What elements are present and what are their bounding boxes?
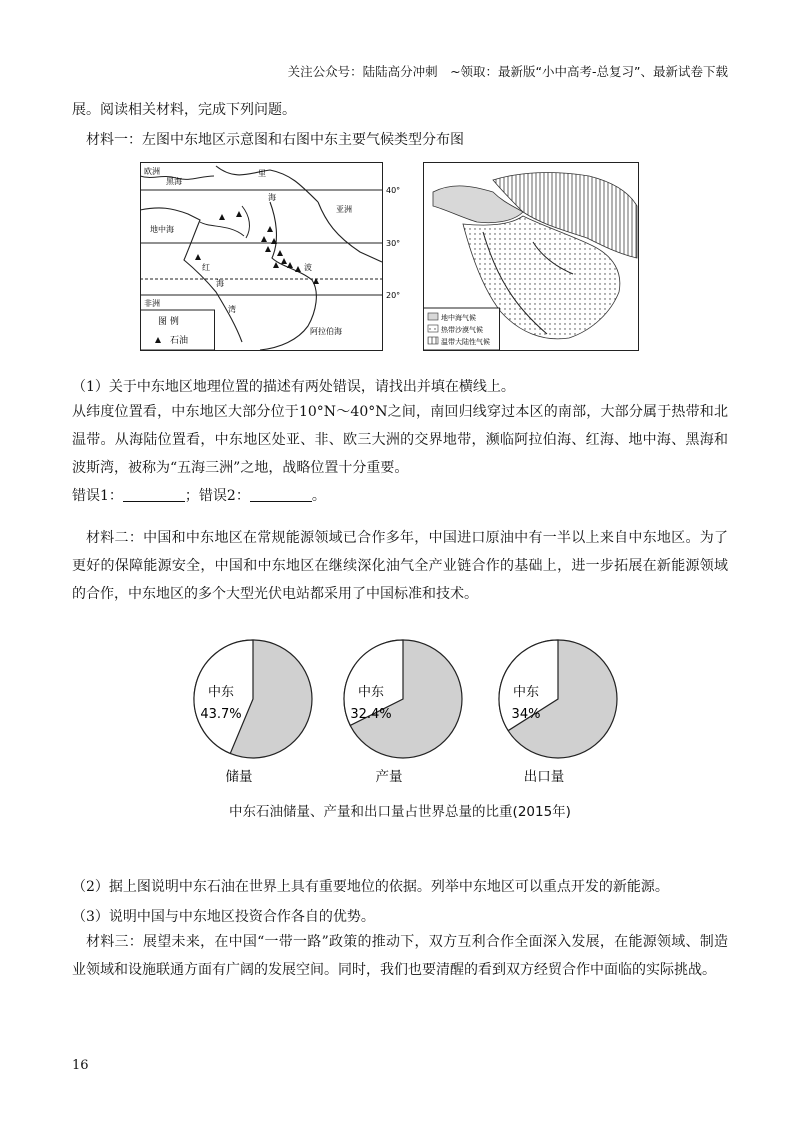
blank-1-label: 错误1： — [72, 488, 123, 504]
pie-category-label: 出口量 — [523, 769, 565, 785]
question-1-text: 从纬度位置看，中东地区大部分位于10°N～40°N之间，南回归线穿过本区的南部，大部分属于热带和北温带。从海陆位置看，中东地区处亚、非、欧三大洲的交界地带，濒临阿拉伯海、红海、地中海、黑海和波斯湾，被称为“五海三洲”之地，战略位置十分重要。 错误1： ；错误2： 。 — [72, 404, 728, 504]
pie-category-label: 产量 — [375, 769, 403, 785]
pie-value-label: 34% — [511, 707, 541, 722]
legend-oil: 石油 — [170, 336, 189, 346]
middle-east-map — [140, 162, 412, 352]
pie-charts — [0, 630, 800, 790]
lat-label-20: 20° — [386, 291, 401, 300]
pie-2 — [344, 640, 462, 785]
answer-blank-2[interactable] — [250, 487, 312, 502]
pie-label: 中东 — [207, 685, 235, 700]
pie-label: 中东 — [357, 685, 385, 700]
blank-2-label: ；错误2： — [184, 488, 250, 504]
answer-blank-1[interactable] — [123, 487, 185, 502]
page-number: 16 — [72, 1058, 89, 1073]
pie-label: 中东 — [512, 685, 540, 700]
pie-value-label: 32.4% — [350, 707, 392, 722]
page-header: 关注公众号：陆陆高分冲刺 ~领取：最新版“小中高考-总复习”、最新试卷下载 — [287, 64, 728, 79]
material-3-text: 材料三：展望未来，在中国“一带一路”政策的推动下，双方互利合作全面深入发展，在能源领域、制造业领域和设施联通方面有广阔的发展空间。同时，我们也要清醒的看到双方经贸合作中面临的实际挑战。 — [72, 934, 728, 978]
label-africa: 非洲 — [144, 299, 160, 308]
legend-desert: 热带沙漠气候 — [441, 326, 483, 334]
lat-label-40: 40° — [386, 186, 401, 195]
legend-mediterranean: 地中海气候 — [441, 314, 476, 322]
legend-title: 图 例 — [158, 317, 179, 327]
intro-text: 展。阅读相关材料，完成下列问题。 — [72, 102, 296, 118]
pie-1 — [194, 640, 312, 785]
question-2: （2）据上图说明中东石油在世界上具有重要地位的依据。列举中东地区可以重点开发的新能源。 — [72, 879, 669, 895]
label-mediterranean: 地中海 — [150, 225, 174, 234]
label-hai: 海 — [268, 193, 276, 202]
lat-label-30: 30° — [386, 239, 401, 248]
question-1-title: （1）关于中东地区地理位置的描述有两处错误，请找出并填在横线上。 — [72, 379, 515, 395]
label-hai2: 海 — [216, 279, 224, 288]
climate-map — [423, 162, 639, 352]
label-black-sea: 黑海 — [166, 177, 182, 186]
label-arabian-sea: 阿拉伯海 — [310, 327, 342, 336]
label-pan: 湾 — [228, 305, 236, 314]
label-europe: 欧洲 — [144, 167, 160, 176]
question-3: （3）说明中国与中东地区投资合作各自的优势。 — [72, 909, 375, 925]
label-asia: 亚洲 — [336, 205, 352, 214]
label-li: 里 — [258, 169, 266, 178]
label-hong: 红 — [202, 263, 210, 272]
pie-value-label: 43.7% — [200, 707, 242, 722]
pie-category-label: 储量 — [225, 769, 253, 785]
pie-3 — [499, 640, 617, 785]
legend-continental: 温带大陆性气候 — [441, 338, 490, 346]
material-2-text: 材料二：中国和中东地区在常规能源领域已合作多年，中国进口原油中有一半以上来自中东地区。为了更好的保障能源安全，中国和中东地区在继续深化油气全产业链合作的基础上，进一步拓展在新能源领域的合作，中东地区的多个大型光伏电站都采用了中国标准和技术。 — [72, 530, 728, 602]
chart-title: 中东石油储量、产量和出口量占世界总量的比重(2015年) — [229, 804, 571, 820]
material-1-title: 材料一：左图中东地区示意图和右图中东主要气候类型分布图 — [86, 132, 464, 148]
label-bo: 波 — [304, 263, 312, 272]
